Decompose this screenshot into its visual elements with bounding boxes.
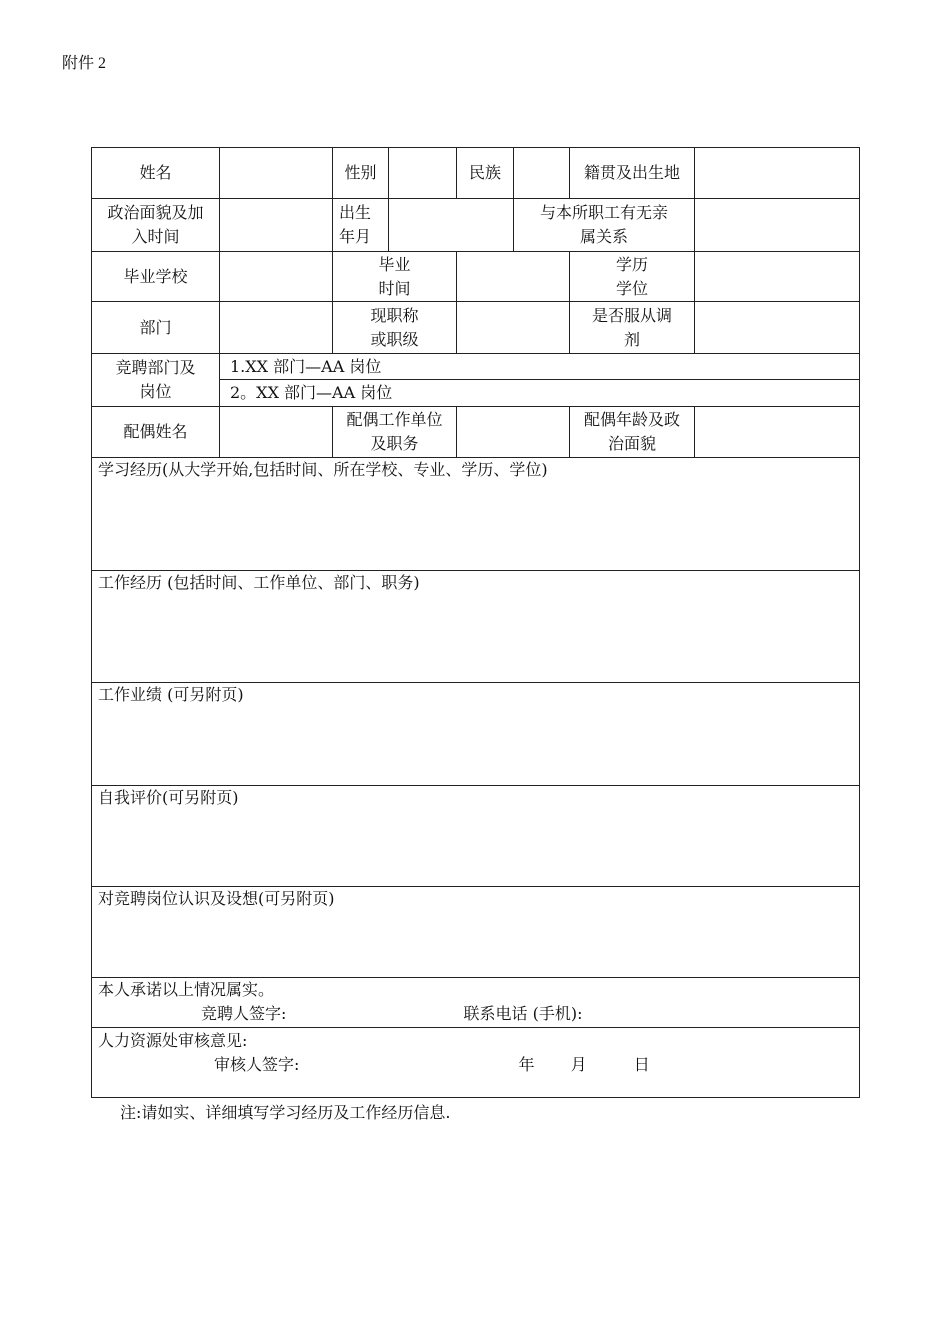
section-self-evaluation[interactable]: 自我评价(可另附页) (92, 786, 860, 887)
field-degree[interactable] (695, 252, 860, 302)
row-self-evaluation (92, 786, 860, 887)
section-position-vision[interactable]: 对竞聘岗位认识及设想(可另附页) (92, 887, 860, 978)
label-spouse-work: 配偶工作单位 及职务 (333, 407, 457, 458)
label-political: 政治面貌及加 入时间 (92, 199, 220, 252)
label-name: 姓名 (92, 148, 220, 199)
date-day-label: 日 (633, 1055, 650, 1074)
field-spouse-name[interactable] (220, 407, 333, 458)
label-gender: 性别 (333, 148, 389, 199)
label-relatives: 与本所职工有无亲 属关系 (514, 199, 695, 252)
field-origin[interactable] (695, 148, 860, 199)
label-obey-assignment: 是否服从调 剂 (570, 302, 695, 354)
row-achievements (92, 683, 860, 786)
row-pledge (92, 978, 860, 1028)
field-gender[interactable] (389, 148, 457, 199)
field-title[interactable] (457, 302, 570, 354)
pledge-statement: 本人承诺以上情况属实。 (98, 980, 275, 999)
label-spouse-age: 配偶年龄及政 治面貌 (570, 407, 695, 458)
attachment-label: 附件 2 (62, 55, 107, 72)
field-birth[interactable] (389, 199, 514, 252)
section-pledge (92, 978, 860, 1028)
field-department[interactable] (220, 302, 333, 354)
row-vision (92, 887, 860, 978)
row-work-history (92, 571, 860, 683)
section-achievements[interactable]: 工作业绩 (可另附页) (92, 683, 860, 786)
field-obey-assignment[interactable] (695, 302, 860, 354)
label-degree: 学历 学位 (570, 252, 695, 302)
row-basic-info (92, 148, 860, 199)
section-work-history[interactable]: 工作经历 (包括时间、工作单位、部门、职务) (92, 571, 860, 683)
section-hr-review (92, 1028, 860, 1098)
date-month-label: 月 (570, 1055, 587, 1074)
label-birth: 出生 年月 (333, 199, 389, 252)
field-school[interactable] (220, 252, 333, 302)
field-graduation[interactable] (457, 252, 570, 302)
hr-opinion-label: 人力资源处审核意见: (98, 1031, 248, 1050)
row-education (92, 458, 860, 571)
row-apply-1 (92, 354, 860, 380)
field-spouse-work[interactable] (457, 407, 570, 458)
row-school (92, 252, 860, 302)
field-name[interactable] (220, 148, 333, 199)
label-apply-position: 竞聘部门及 岗位 (92, 354, 220, 407)
date-year-label: 年 (518, 1055, 535, 1074)
label-school: 毕业学校 (92, 252, 220, 302)
label-origin: 籍贯及出生地 (570, 148, 695, 199)
apply-choice-2[interactable]: 2。XX 部门—AA 岗位 (220, 380, 860, 407)
reviewer-signature-label: 审核人签字: (214, 1055, 300, 1074)
row-political (92, 199, 860, 252)
row-spouse (92, 407, 860, 458)
row-department (92, 302, 860, 354)
label-department: 部门 (92, 302, 220, 354)
label-spouse-name: 配偶姓名 (92, 407, 220, 458)
hr-signature-row (98, 1053, 853, 1077)
section-education[interactable]: 学习经历(从大学开始,包括时间、所在学校、专业、学历、学位) (92, 458, 860, 571)
applicant-signature-label: 竞聘人签字: (201, 1004, 287, 1023)
label-title: 现职称 或职级 (333, 302, 457, 354)
field-spouse-age[interactable] (695, 407, 860, 458)
row-hr-review (92, 1028, 860, 1098)
apply-choice-1[interactable]: 1.XX 部门—AA 岗位 (220, 354, 860, 380)
field-ethnicity[interactable] (514, 148, 570, 199)
field-political[interactable] (220, 199, 333, 252)
footnote: 注:请如实、详细填写学习经历及工作经历信息. (120, 1103, 451, 1122)
phone-label: 联系电话 (手机): (463, 1004, 583, 1023)
field-relatives[interactable] (695, 199, 860, 252)
application-form-table (91, 147, 860, 1098)
label-ethnicity: 民族 (457, 148, 514, 199)
label-graduation: 毕业 时间 (333, 252, 457, 302)
pledge-signature-row (98, 1002, 853, 1026)
